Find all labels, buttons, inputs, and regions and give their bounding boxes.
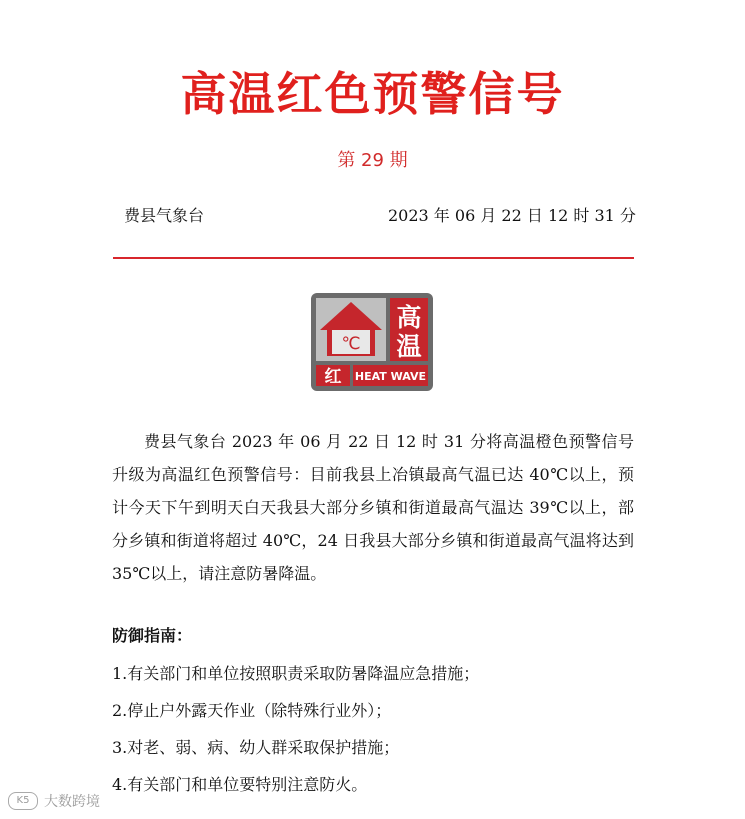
warning-body	[112, 425, 634, 590]
warning-paragraph: 费县气象台 2023 年 06 月 22 日 12 时 31 分将高温橙色预警信号升级为高温红色预警信号：目前我县上冶镇最高气温已达 40℃以上，预计今天下午到明天白天我县大部分乡镇和街道最高气温达 39℃以上，部分乡镇和街道将超过 40℃，24 日我县大部分乡镇和街道最高气温将达到 35℃以上，请注意防暑降温。	[112, 432, 634, 583]
watermark	[8, 791, 100, 811]
guide-item: 2.停止户外露天作业（除特殊行业外）；	[112, 701, 392, 720]
header-divider	[113, 257, 634, 259]
badge-color-label: 红	[324, 367, 342, 387]
watermark-logo-icon: K5	[8, 792, 38, 810]
issue-number: 第 29 期	[337, 150, 408, 171]
temperature-symbol: ℃	[341, 334, 361, 354]
watermark-text: 大数跨境	[44, 794, 100, 810]
issue-datetime: 2023 年 06 月 22 日 12 时 31 分	[388, 206, 636, 225]
badge-english-label: HEAT WAVE	[354, 370, 427, 383]
document-title: 高温红色预警信号	[180, 67, 565, 121]
guide-item: 1.有关部门和单位按照职责采取防暑降温应急措施；	[112, 664, 480, 683]
guide-item: 3.对老、弱、病、幼人群采取保护措施；	[112, 738, 400, 757]
defense-guide-heading: 防御指南：	[112, 626, 193, 645]
heat-wave-red-warning-icon	[310, 292, 434, 392]
guide-item: 4.有关部门和单位要特别注意防火。	[112, 775, 368, 794]
badge-label-line2: 温	[396, 332, 422, 361]
defense-guide-list	[112, 661, 479, 809]
badge-label-line1: 高	[396, 303, 422, 332]
issuing-organization: 费县气象台	[124, 206, 205, 225]
